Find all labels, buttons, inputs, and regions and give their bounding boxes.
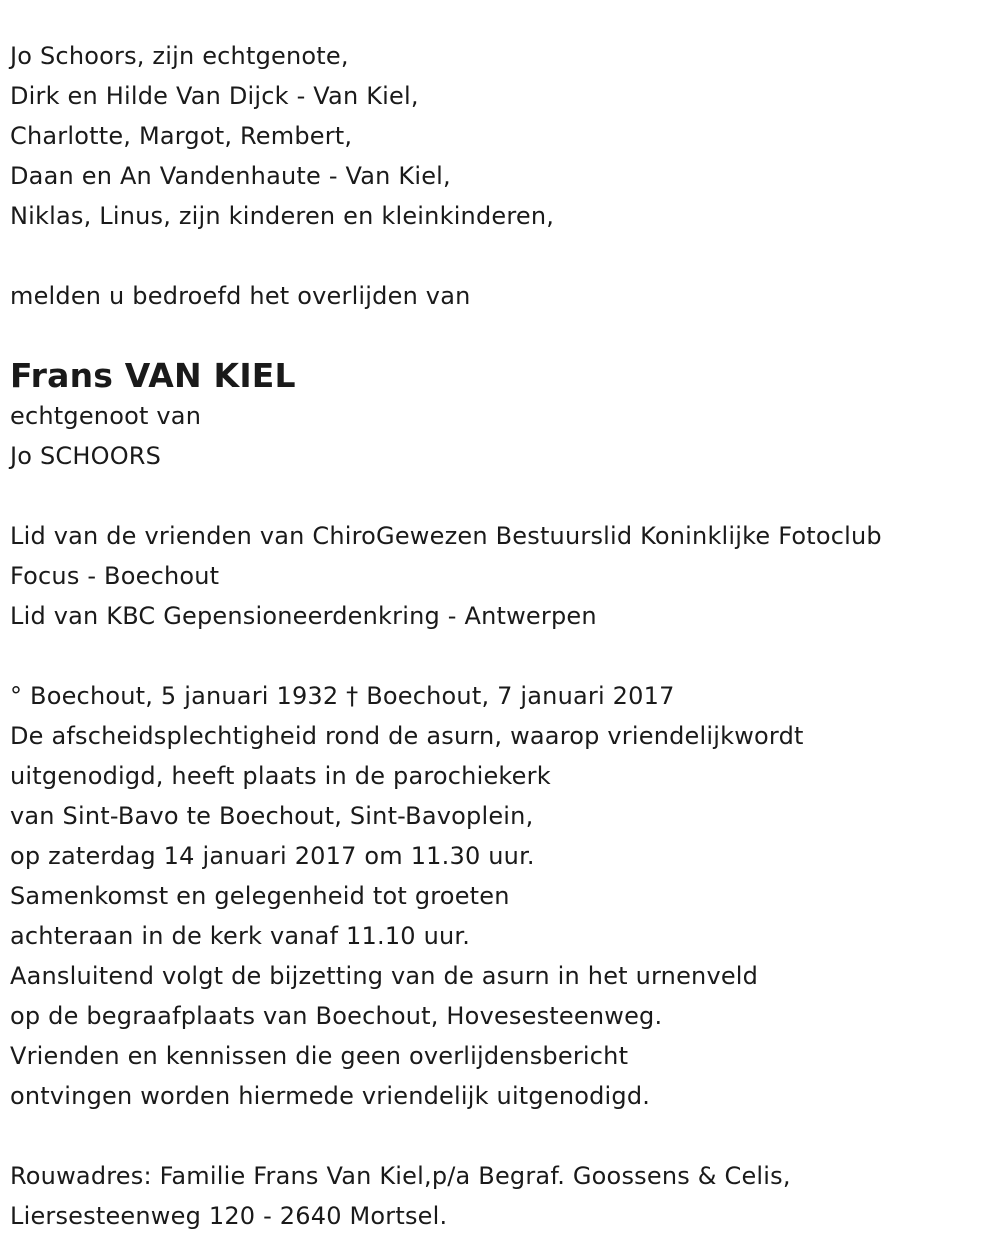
ceremony-line: van Sint-Bavo te Boechout, Sint-Bavoplein, (10, 802, 534, 830)
spouse-name: Jo SCHOORS (10, 442, 162, 470)
ceremony-line: Aansluitend volgt de bijzetting van de asurn in het urnenveld (10, 962, 759, 990)
ceremony-line: Vrienden en kennissen die geen overlijdensbericht (10, 1042, 629, 1070)
membership-line: Focus - Boechout (10, 562, 220, 590)
ceremony-line: op de begraafplaats van Boechout, Hovesesteenweg. (10, 1002, 663, 1030)
birth-death-dates: ° Boechout, 5 januari 1932 † Boechout, 7 januari 2017 (10, 682, 675, 710)
address-line: Rouwadres: Familie Frans Van Kiel,p/a Begraf. Goossens & Celis, (10, 1162, 791, 1190)
family-line: Daan en An Vandenhaute - Van Kiel, (10, 162, 451, 190)
family-line: Niklas, Linus, zijn kinderen en kleinkinderen, (10, 202, 555, 230)
ceremony-line: op zaterdag 14 januari 2017 om 11.30 uur. (10, 842, 535, 870)
membership-line: Lid van KBC Gepensioneerdenkring - Antwerpen (10, 602, 597, 630)
family-line: Charlotte, Margot, Rembert, (10, 122, 353, 150)
family-line: Dirk en Hilde Van Dijck - Van Kiel, (10, 82, 419, 110)
relation-text: echtgenoot van (10, 402, 202, 430)
ceremony-line: ontvingen worden hiermede vriendelijk uitgenodigd. (10, 1082, 651, 1110)
ceremony-line: Samenkomst en gelegenheid tot groeten (10, 882, 510, 910)
memberships (10, 516, 1000, 636)
family-line: Jo Schoors, zijn echtgenote, (10, 42, 349, 70)
announcement-text: melden u bedroefd het overlijden van (10, 282, 471, 310)
ceremony-line: De afscheidsplechtigheid rond de asurn, waarop vriendelijkwordt (10, 722, 804, 750)
ceremony-details (10, 716, 1000, 1116)
ceremony-line: achteraan in de kerk vanaf 11.10 uur. (10, 922, 471, 950)
membership-line: Lid van de vrienden van ChiroGewezen Bestuurslid Koninklijke Fotoclub (10, 522, 882, 550)
deceased-name: Frans VAN KIEL (10, 356, 296, 395)
address-line: Liersesteenweg 120 - 2640 Mortsel. (10, 1202, 448, 1230)
ceremony-line: uitgenodigd, heeft plaats in de parochiekerk (10, 762, 551, 790)
mourning-address (10, 1156, 1000, 1236)
family-list (10, 36, 1000, 236)
